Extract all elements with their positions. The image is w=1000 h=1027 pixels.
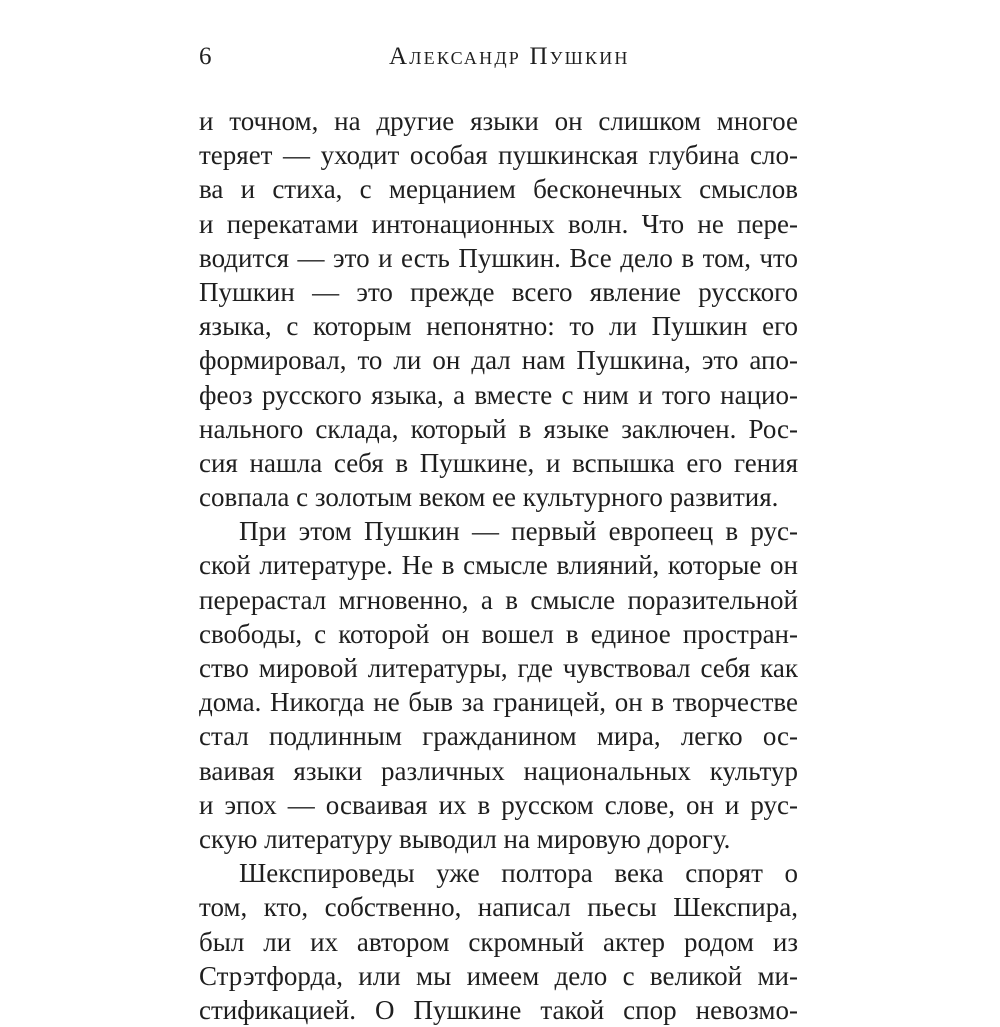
page-number: 6 xyxy=(199,43,212,70)
text-line: стификацией. О Пушкине такой спор невозмо- xyxy=(199,994,798,1025)
running-head: Александр Пушкин xyxy=(389,43,630,70)
text-line: и перекатами интонационных волн. Что не пере- xyxy=(199,208,798,239)
text-line: нального склада, который в языке заключен. Рос- xyxy=(199,413,798,444)
text-line: феоз русского языка, а вместе с ним и того нацио- xyxy=(199,379,798,410)
text-line: водится — это и есть Пушкин. Все дело в том, что xyxy=(199,242,798,273)
text-line: стал подлинным гражданином мира, легко ос- xyxy=(199,721,798,752)
text-line: и точном, на другие языки он слишком многое xyxy=(199,106,798,136)
text-line: свободы, с которой он вошел в единое простран- xyxy=(199,618,798,649)
text-line: перерастал мгновенно, а в смысле поразительной xyxy=(199,584,798,615)
text-line: ской литературе. Не в смысле влияний, которые он xyxy=(199,550,798,581)
paragraph-3 xyxy=(199,856,798,1027)
text-line: сия нашла себя в Пушкине, и вспышка его гения xyxy=(199,447,798,478)
paragraph-1 xyxy=(199,104,798,514)
text-line: был ли их автором скромный актер родом из xyxy=(199,926,798,957)
text-line: скую литературу выводил на мировую дорогу. xyxy=(199,823,731,854)
text-line: Пушкин — это прежде всего явление русского xyxy=(199,276,798,307)
text-line: При этом Пушкин — первый европеец в рус- xyxy=(239,516,798,547)
paragraph-2 xyxy=(199,514,798,856)
text-line: языка, с которым непонятно: то ли Пушкин его xyxy=(199,311,798,342)
text-line: ва и стиха, с мерцанием бесконечных смыслов xyxy=(199,174,798,205)
text-line: том, кто, собственно, написал пьесы Шекспира, xyxy=(199,892,798,923)
page-header xyxy=(199,40,798,74)
body-text xyxy=(199,104,798,1027)
text-line: совпала с золотым веком ее культурного развития. xyxy=(199,482,779,513)
text-line: ство мировой литературы, где чувствовал себя как xyxy=(199,653,798,683)
text-line: дома. Никогда не быв за границей, он в творчестве xyxy=(199,687,798,718)
text-line: и эпох — осваивая их в русском слове, он и рус- xyxy=(199,789,798,820)
text-line: формировал, то ли он дал нам Пушкина, это апо- xyxy=(199,345,798,376)
text-line: ваивая языки различных национальных культур xyxy=(199,755,798,786)
text-line: Шекспироведы уже полтора века спорят о xyxy=(239,858,798,889)
text-line: теряет — уходит особая пушкинская глубина сло- xyxy=(199,140,798,171)
text-line: Стрэтфорда, или мы имеем дело с великой ми- xyxy=(199,960,798,991)
